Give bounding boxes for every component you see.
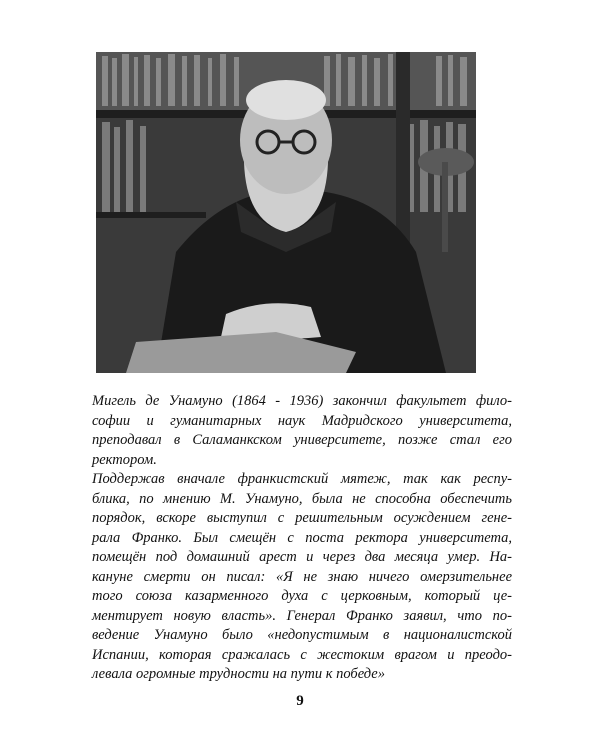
caption-line: блика, по мнению М. Унамуно, была не способна обеспечить xyxy=(92,490,512,507)
caption-line: ментирует новую власть». Генерал Франко заявил, что по- xyxy=(92,607,512,624)
caption-line: порядок, вскоре выступил с решительным осуждением гене- xyxy=(92,510,512,526)
caption-line: помещён под домашний арест и через два месяца умер. На- xyxy=(92,549,512,565)
caption-paragraph-1 xyxy=(92,392,512,470)
caption-line: ведение Унамуно было «недопустимым в националистской xyxy=(92,627,512,643)
caption-line: рала Франко. Был смещён с поста ректора университета, xyxy=(92,529,512,546)
portrait-photo xyxy=(96,52,476,373)
page-number: 9 xyxy=(296,693,304,709)
caption-line: преподавал в Саламанкском университете, позже стал его xyxy=(92,432,512,448)
caption-line: того союза казарменного духа с церковным, который це- xyxy=(92,588,512,604)
caption-line: софии и гуманитарных наук Мадридского университета, xyxy=(92,412,512,429)
caption-paragraph-2 xyxy=(92,470,512,685)
caption-line: ректором. xyxy=(92,451,157,468)
photo-caption xyxy=(92,392,512,685)
caption-line: кануне смерти он писал: «Я не знаю ничего омерзительнее xyxy=(92,568,512,585)
caption-line: левала огромные трудности на пути к победе» xyxy=(92,666,385,682)
caption-line: Мигель де Унамуно (1864 - 1936) закончил факультет фило- xyxy=(92,393,512,409)
caption-line: Испании, которая сражалась с жестоким врагом и преодо- xyxy=(92,646,512,663)
caption-line: Поддержав вначале франкистский мятеж, так как респу- xyxy=(92,471,512,487)
